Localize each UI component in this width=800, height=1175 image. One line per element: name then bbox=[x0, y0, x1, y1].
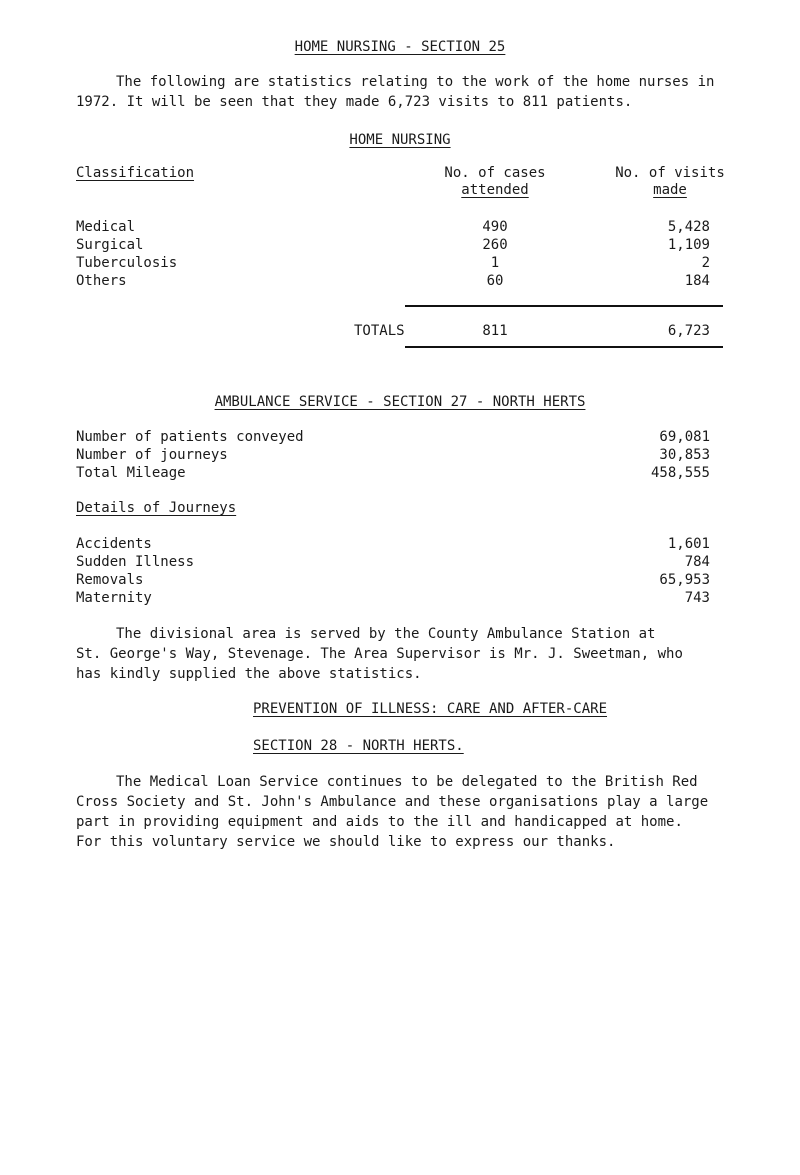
prevention-heading: PREVENTION OF ILLNESS: CARE AND AFTER-CARE bbox=[253, 701, 608, 717]
detail-value: 65,953 bbox=[659, 572, 710, 588]
table-row-cases: 60 bbox=[486, 273, 504, 289]
table-row-cases: 490 bbox=[482, 219, 508, 235]
prevention-line-3: part in providing equipment and aids to the ill and handicapped at home. bbox=[76, 814, 683, 830]
totals-cases: 811 bbox=[482, 323, 508, 339]
summary-value: 30,853 bbox=[659, 447, 710, 463]
detail-label: Removals bbox=[76, 572, 144, 588]
prevention-line-1: The Medical Loan Service continues to be delegated to the British Red bbox=[116, 774, 698, 790]
table-row-label: Others bbox=[76, 273, 127, 289]
column-header-visits-sub: made bbox=[653, 182, 687, 198]
prevention-line-2: Cross Society and St. John's Ambulance and these organisations play a large bbox=[76, 794, 709, 810]
ambulance-note-line-1: The divisional area is served by the County Ambulance Station at bbox=[116, 626, 656, 642]
intro-line-2: 1972. It will be seen that they made 6,723 visits to 811 patients. bbox=[76, 94, 633, 110]
ambulance-note-line-2: St. George's Way, Stevenage. The Area Supervisor is Mr. J. Sweetman, who bbox=[76, 646, 683, 662]
detail-label: Maternity bbox=[76, 590, 152, 606]
summary-label: Number of patients conveyed bbox=[76, 429, 304, 445]
column-header-cases: No. of cases bbox=[444, 165, 546, 181]
column-header-classification: Classification bbox=[76, 165, 195, 181]
ambulance-heading: AMBULANCE SERVICE - SECTION 27 - NORTH HERTS bbox=[214, 394, 586, 410]
table-row-visits: 1,109 bbox=[667, 237, 710, 253]
totals-visits: 6,723 bbox=[667, 323, 710, 339]
table-row-cases: 1 bbox=[490, 255, 500, 271]
prevention-line-4: For this voluntary service we should like to express our thanks. bbox=[76, 834, 616, 850]
details-heading: Details of Journeys bbox=[76, 500, 237, 516]
page-title: HOME NURSING - SECTION 25 bbox=[294, 39, 506, 55]
column-header-visits: No. of visits bbox=[615, 165, 725, 181]
detail-label: Sudden Illness bbox=[76, 554, 195, 570]
summary-label: Number of journeys bbox=[76, 447, 228, 463]
ambulance-note-line-3: has kindly supplied the above statistics. bbox=[76, 666, 422, 682]
totals-top-rule bbox=[405, 305, 723, 307]
detail-label: Accidents bbox=[76, 536, 152, 552]
table-row-label: Surgical bbox=[76, 237, 144, 253]
detail-value: 743 bbox=[684, 590, 710, 606]
table-title: HOME NURSING bbox=[349, 132, 451, 148]
summary-value: 458,555 bbox=[650, 465, 710, 481]
detail-value: 784 bbox=[684, 554, 710, 570]
totals-bottom-rule bbox=[405, 346, 723, 348]
totals-label: TOTALS bbox=[354, 323, 405, 339]
table-row-label: Medical bbox=[76, 219, 136, 235]
table-row-visits: 184 bbox=[684, 273, 710, 289]
table-row-visits: 5,428 bbox=[667, 219, 710, 235]
table-row-label: Tuberculosis bbox=[76, 255, 178, 271]
table-row-visits: 2 bbox=[701, 255, 710, 271]
intro-line-1: The following are statistics relating to the work of the home nurses in bbox=[116, 74, 715, 90]
table-row-cases: 260 bbox=[482, 237, 508, 253]
detail-value: 1,601 bbox=[667, 536, 710, 552]
summary-value: 69,081 bbox=[659, 429, 710, 445]
column-header-cases-sub: attended bbox=[461, 182, 529, 198]
prevention-subheading: SECTION 28 - NORTH HERTS. bbox=[253, 738, 464, 754]
summary-label: Total Mileage bbox=[76, 465, 186, 481]
